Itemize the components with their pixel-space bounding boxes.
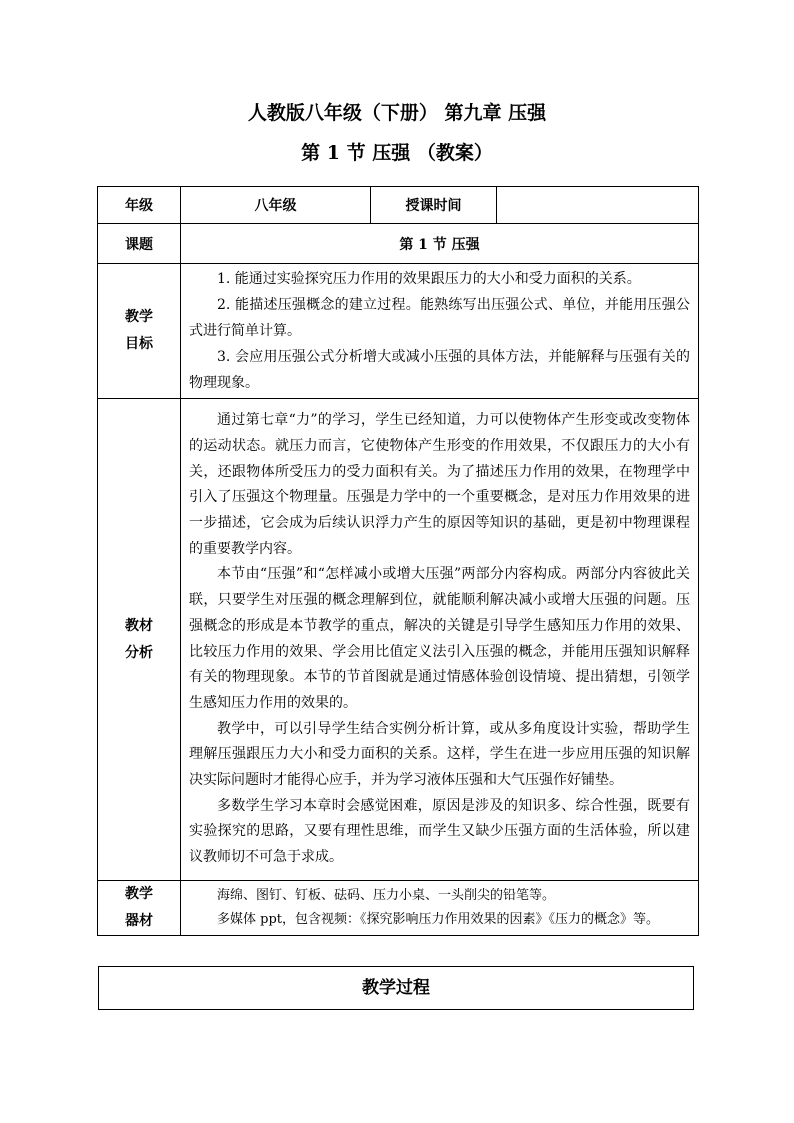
materials-row: [98, 881, 699, 936]
materials-label-line: 教学: [125, 886, 153, 902]
topic-value: 第 1 节 压强: [181, 224, 699, 264]
grade-value: 八年级: [181, 187, 371, 224]
materials-label-line: 器材: [125, 913, 153, 929]
materials-label: [98, 881, 181, 936]
analysis-paragraph: 本节由“压强”和“怎样减小或增大压强”两部分内容构成。两部分内容彼此关联，只要学生对压强的概念理解到位，就能顺利解决减小或增大压强的问题。压强概念的形成是本节教学的重点，解决的关键是引导学生感知压力作用的效果、比较压力作用的效果、学会用比值定义法引入压强的概念，并能用压强知识解释有关的物理现象。本节的节首图就是通过情感体验创设情境、提出猜想，引领学生感知压力作用的效果的。: [189, 566, 690, 711]
analysis-label-line: 教材: [125, 617, 153, 634]
grade-row: [98, 187, 699, 224]
topic-label: 课题: [98, 224, 181, 264]
goals-label-line: 目标: [125, 336, 153, 352]
time-label: 授课时间: [371, 187, 497, 224]
analysis-row: [98, 399, 699, 881]
materials-item: 多媒体 ppt，包含视频：《探究影响压力作用效果的因素》《压力的概念》等。: [217, 912, 660, 927]
goals-label: [98, 264, 181, 399]
section-subtitle: 第 1 节 压强 （教案）: [301, 142, 493, 164]
goals-label-line: 教学: [125, 309, 153, 325]
grade-label: 年级: [98, 187, 181, 224]
goals-content: [181, 264, 699, 399]
teaching-process-header: 教学过程: [98, 966, 694, 1010]
goals-row: [98, 264, 699, 399]
analysis-paragraph: 通过第七章“力”的学习，学生已经知道，力可以使物体产生形变或改变物体的运动状态。就压力而言，它使物体产生形变的作用效果，不仅跟压力的大小有关，还跟物体所受压力的受力面积有关。为了描述压力作用的效果，在物理学中引入了压强这个物理量。压强是力学中的一个重要概念，是对压力作用效果的进一步描述，它会成为后续认识浮力产生的原因等知识的基础，更是初中物理课程的重要教学内容。: [189, 412, 690, 557]
goal-item: 3. 会应用压强公式分析增大或减小压强的具体方法，并能解释与压强有关的物理现象。: [189, 349, 690, 391]
lesson-plan-table: [97, 186, 699, 936]
goal-item: 2. 能描述压强概念的建立过程。能熟练写出压强公式、单位，并能用压强公式进行简单计算。: [189, 297, 690, 339]
analysis-label: [98, 399, 181, 881]
topic-row: [98, 224, 699, 264]
materials-content: [181, 881, 699, 936]
analysis-paragraph: 多数学生学习本章时会感觉困难，原因是涉及的知识多、综合性强，既要有实验探究的思路，又要有理性思维，而学生又缺少压强方面的生活体验，所以建议教师切不可急于求成。: [189, 797, 690, 866]
goal-item: 1. 能通过实验探究压力作用的效果跟压力的大小和受力面积的关系。: [217, 271, 641, 287]
document-title: 人教版八年级（下册） 第九章 压强: [247, 102, 547, 124]
analysis-label-line: 分析: [125, 644, 153, 661]
time-value: [497, 187, 699, 224]
analysis-content: [181, 399, 699, 881]
materials-item: 海绵、图钉、钉板、砝码、压力小桌、一头削尖的铅笔等。: [217, 888, 556, 903]
analysis-paragraph: 教学中，可以引导学生结合实例分析计算，或从多角度设计实验，帮助学生理解压强跟压力大小和受力面积的关系。这样，学生在进一步应用压强的知识解决实际问题时才能得心应手，并为学习液体压强和大气压强作好铺垫。: [189, 720, 690, 789]
